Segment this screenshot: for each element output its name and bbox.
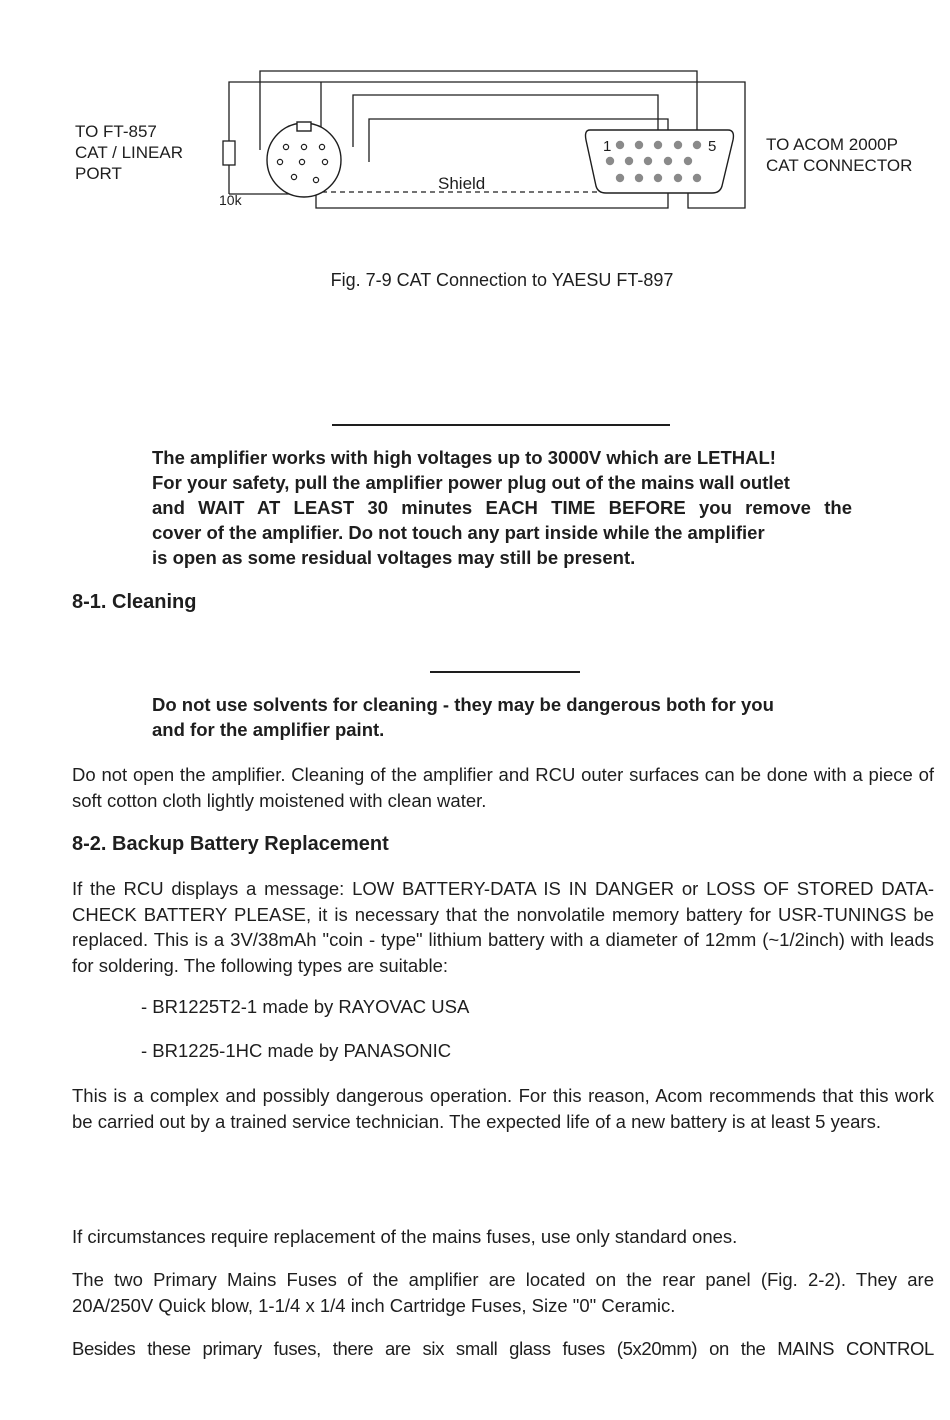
resistor-label: 10k — [219, 192, 242, 208]
warning-rule — [332, 424, 670, 426]
warning-line: is open as some residual voltages may still be present. — [152, 547, 636, 568]
left-label-line-1: TO FT-857 — [75, 122, 157, 141]
section-heading-battery: 8-2. Backup Battery Replacement — [72, 833, 389, 855]
battery-type-item: - BR1225-1HC made by PANASONIC — [141, 1040, 452, 1061]
warning-line: The amplifier works with high voltages up to 3000V which are LETHAL! — [152, 447, 776, 468]
warning-line: cover of the amplifier. Do not touch any part inside while the amplifier — [152, 522, 765, 543]
left-label-line-3: PORT — [75, 164, 122, 183]
cleaning-warning — [152, 692, 852, 742]
left-label-line-2: CAT / LINEAR — [75, 143, 184, 162]
wiring-schematic — [0, 0, 950, 240]
figure-caption: Fig. 7-9 CAT Connection to YAESU FT-897 — [330, 270, 674, 290]
warning-line: Do not use solvents for cleaning - they may be dangerous both for you — [152, 694, 774, 715]
pin-5-label: 5 — [708, 138, 717, 155]
right-label-line-1: TO ACOM 2000P — [766, 135, 898, 154]
cleaning-paragraph: Do not open the amplifier. Cleaning of the amplifier and RCU outer surfaces can be done with a piece of soft cotton cloth lightly moistened with clean water. — [72, 764, 934, 811]
high-voltage-warning — [152, 445, 852, 570]
right-label-line-2: CAT CONNECTOR — [766, 156, 913, 175]
section-heading-cleaning: 8-1. Cleaning — [72, 591, 197, 613]
warning-line: and WAIT AT LEAST 30 minutes EACH TIME BEFORE you remove the — [152, 497, 852, 518]
fuses-paragraph-3: Besides these primary fuses, there are six small glass fuses (5x20mm) on the MAINS CONTROL — [72, 1338, 934, 1359]
cat-connection-diagram — [0, 0, 950, 240]
fuses-paragraph-1: If circumstances require replacement of the mains fuses, use only standard ones. — [72, 1226, 738, 1247]
pin-1-label: 1 — [603, 138, 612, 155]
battery-paragraph: If the RCU displays a message: LOW BATTERY-DATA IS IN DANGER or LOSS OF STORED DATA-CHECK BATTERY PLEASE, it is necessary that the nonvolatile memory battery for USR-TUNINGS be replaced. This is a 3V/38mAh "coin - type" lithium battery with a diameter of 12mm (~1/2inch) with leads for soldering. The following types are suitable: — [72, 878, 934, 976]
fuses-paragraph-2: The two Primary Mains Fuses of the amplifier are located on the rear panel (Fig. 2-2). They are 20A/250V Quick blow, 1-1/4 x 1/4 inch Cartridge Fuses, Size "0" Ceramic. — [72, 1269, 934, 1316]
battery-closing-paragraph: This is a complex and possibly dangerous operation. For this reason, Acom recommends that this work be carried out by a trained service technician. The expected life of a new battery is at least 5 years. — [72, 1085, 934, 1132]
warning-line: For your safety, pull the amplifier power plug out of the mains wall outlet — [152, 472, 790, 493]
warning-line: and for the amplifier paint. — [152, 719, 385, 740]
battery-type-item: - BR1225T2-1 made by RAYOVAC USA — [141, 996, 470, 1017]
shield-label: Shield — [438, 174, 486, 193]
caution-rule — [430, 671, 580, 673]
